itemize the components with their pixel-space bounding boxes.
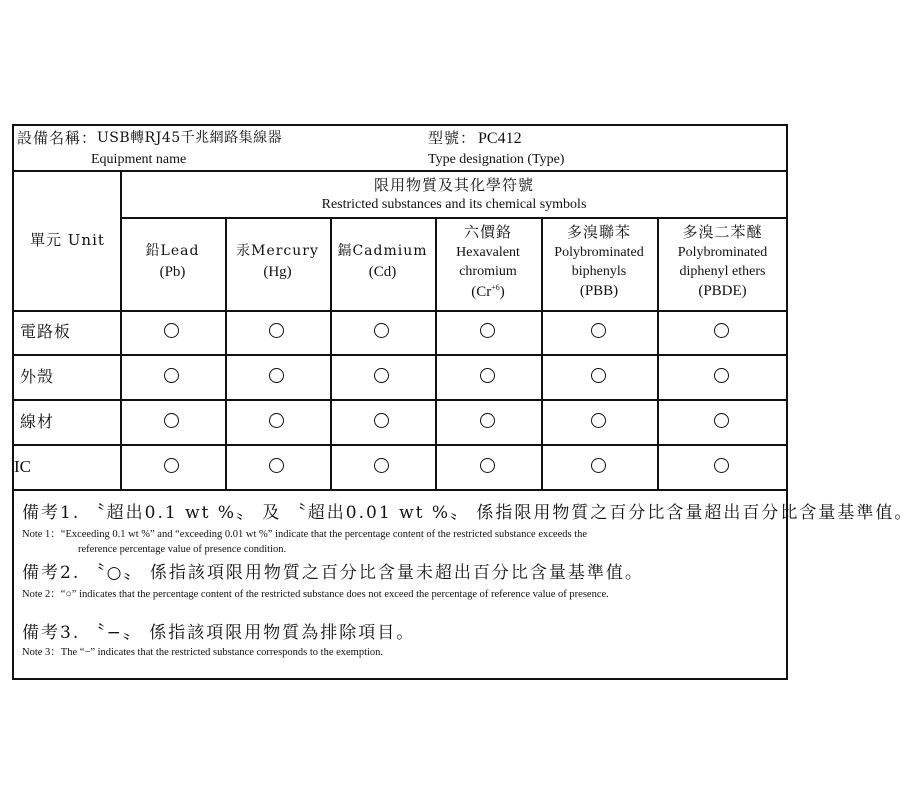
cell-mark bbox=[480, 368, 495, 383]
equipment-name-label-en: Equipment name bbox=[91, 152, 187, 167]
column-header-pbb-symbol: (PBB) bbox=[579, 283, 619, 299]
row-label-circuit-board: 電路板 bbox=[20, 322, 72, 341]
cell-mark bbox=[374, 323, 389, 338]
cell-mark bbox=[164, 368, 179, 383]
column-header-pbde-symbol: (PBDE) bbox=[698, 283, 747, 299]
column-header-mercury bbox=[225, 244, 330, 280]
equipment-name-label-zh: 設備名稱： bbox=[17, 129, 98, 147]
row-label-housing: 外殼 bbox=[20, 367, 55, 386]
cell-mark bbox=[374, 458, 389, 473]
column-header-pbb-line3: biphenyls bbox=[571, 264, 627, 279]
note-2-en: Note 2：“○” indicates that the percentage content of the restricted substance does not exceed the percentage of reference value of presence. bbox=[22, 589, 609, 600]
unit-column-divider bbox=[120, 170, 122, 489]
header-divider bbox=[12, 170, 788, 172]
cell-mark bbox=[164, 413, 179, 428]
cell-mark bbox=[164, 323, 179, 338]
type-label-zh: 型號： bbox=[428, 129, 477, 147]
column-header-cadmium bbox=[330, 244, 435, 280]
column-header-cadmium-symbol: (Cd) bbox=[368, 264, 397, 280]
cell-mark bbox=[591, 413, 606, 428]
cell-mark bbox=[374, 368, 389, 383]
cell-mark bbox=[480, 413, 495, 428]
note-1-zh: 備考1. 〝超出0.1 wt %〟 及 〝超出0.01 wt %〟 係指限用物質之百分比含量超出百分比含量基準值。 bbox=[22, 503, 913, 523]
unit-label: 單元 Unit bbox=[30, 231, 105, 249]
restricted-title-zh: 限用物質及其化學符號 bbox=[373, 176, 534, 194]
column-header-lead-symbol: (Pb) bbox=[159, 264, 186, 280]
cell-mark bbox=[269, 413, 284, 428]
cell-mark bbox=[269, 458, 284, 473]
column-header-lead bbox=[120, 244, 225, 280]
column-header-mercury-symbol: (Hg) bbox=[263, 264, 292, 280]
type-value: PC412 bbox=[478, 130, 522, 147]
row-divider-3 bbox=[12, 444, 788, 446]
cell-mark bbox=[714, 413, 729, 428]
column-header-pbde-line3: diphenyl ethers bbox=[679, 264, 766, 279]
note-1-en-line2: reference percentage value of presence condition. bbox=[78, 544, 287, 555]
column-header-chromium bbox=[435, 225, 541, 300]
cell-mark bbox=[714, 323, 729, 338]
restricted-title-en: Restricted substances and its chemical symbols bbox=[321, 197, 587, 212]
cell-mark bbox=[714, 368, 729, 383]
cell-mark bbox=[591, 458, 606, 473]
restricted-title-divider bbox=[120, 217, 788, 219]
row-label-ic: IC bbox=[14, 457, 31, 476]
note-3-zh: 備考3. 〝−〟 係指該項限用物質為排除項目。 bbox=[22, 623, 416, 643]
row-label-cable: 線材 bbox=[20, 412, 55, 431]
cell-mark bbox=[374, 413, 389, 428]
column-header-pbde bbox=[657, 225, 788, 299]
equipment-name-value: USB轉RJ45千兆網路集線器 bbox=[97, 130, 283, 146]
column-header-pbb bbox=[541, 225, 657, 299]
note-3-en: Note 3：The “−” indicates that the restricted substance corresponds to the exemption. bbox=[22, 647, 384, 658]
cell-mark bbox=[714, 458, 729, 473]
column-header-chromium-line3: chromium bbox=[459, 264, 517, 279]
column-header-pbde-line2: Polybrominated bbox=[677, 245, 768, 260]
column-header-chromium-line2: Hexavalent bbox=[456, 245, 520, 260]
cell-mark bbox=[269, 323, 284, 338]
column-header-pbb-zh: 多溴聯苯 bbox=[566, 223, 631, 241]
column-header-lead-name: 鉛Lead bbox=[145, 243, 200, 259]
cell-mark bbox=[480, 323, 495, 338]
row-divider-1 bbox=[12, 354, 788, 356]
column-header-mercury-name: 汞Mercury bbox=[236, 243, 319, 259]
note-2-zh: 備考2. 〝○〟 係指該項限用物質之百分比含量未超出百分比含量基準值。 bbox=[22, 563, 644, 583]
cell-mark bbox=[164, 458, 179, 473]
cell-mark bbox=[591, 368, 606, 383]
column-header-cadmium-name: 鎘Cadmium bbox=[337, 243, 428, 259]
column-header-pbb-line2: Polybrominated bbox=[554, 245, 644, 260]
table-bottom-divider bbox=[12, 489, 788, 491]
column-header-pbde-zh: 多溴二苯醚 bbox=[682, 223, 763, 241]
column-header-chromium-zh: 六價鉻 bbox=[463, 223, 512, 241]
cell-mark bbox=[269, 368, 284, 383]
column-header-chromium-symbol: $(Cr^{+6})$ bbox=[471, 283, 505, 300]
type-label-en: Type designation (Type) bbox=[428, 152, 565, 167]
cell-mark bbox=[480, 458, 495, 473]
cell-mark bbox=[591, 323, 606, 338]
note-1-en-line1: Note 1：“Exceeding 0.1 wt %” and “exceeding 0.01 wt %” indicate that the percentage content of the restricted substance exceeds the bbox=[22, 529, 588, 540]
row-divider-2 bbox=[12, 399, 788, 401]
column-header-divider bbox=[12, 310, 788, 312]
